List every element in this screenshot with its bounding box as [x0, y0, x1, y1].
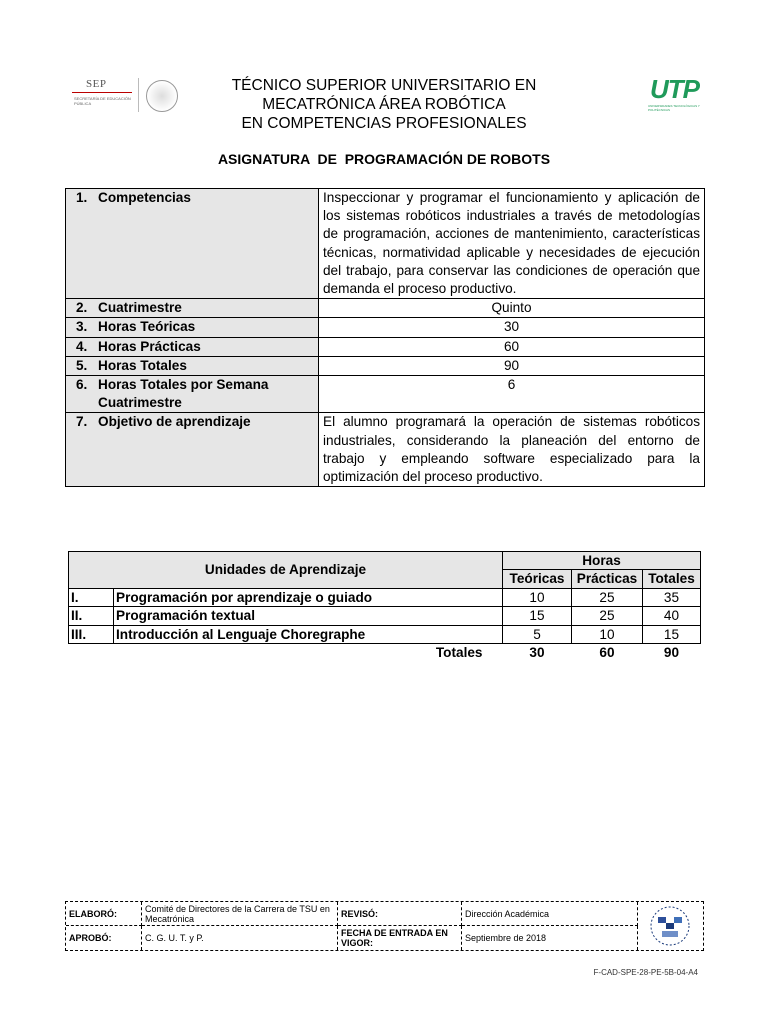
- horas-semana-value: 6: [319, 376, 705, 413]
- row-label: 6. Horas Totales por Semana Cuatrimestre: [66, 376, 319, 413]
- horas-practicas-value: 60: [319, 337, 705, 356]
- totals-label: Totales: [435, 645, 483, 661]
- reviso-label: REVISÓ:: [338, 902, 462, 926]
- row-label: 4. Horas Prácticas: [66, 337, 319, 356]
- unit-name: Programación por aprendizaje o guiado: [114, 588, 503, 606]
- institution-seal-icon: [644, 905, 696, 947]
- totals-totales: 90: [663, 645, 680, 661]
- title-line-3: EN COMPETENCIAS PROFESIONALES: [241, 115, 527, 132]
- aprobo-value: C. G. U. T. y P.: [142, 926, 338, 950]
- unit-roman: III.: [69, 625, 114, 643]
- totals-row: [69, 644, 701, 662]
- col-teoricas: Teóricas: [502, 570, 571, 588]
- unit-roman: II.: [69, 607, 114, 625]
- utp-logo-word: UTP: [650, 74, 699, 104]
- totals-practicas: 60: [599, 645, 615, 661]
- row-label: 2. Cuatrimestre: [66, 299, 319, 318]
- sep-logo-word: SEP: [86, 78, 107, 90]
- horas-teoricas-value: 30: [319, 318, 705, 337]
- subject-title: ASIGNATURA DE PROGRAMACIÓN DE ROBOTS: [217, 151, 551, 167]
- unit-teoricas: 10: [502, 588, 571, 606]
- units-header: Unidades de Aprendizaje: [69, 552, 503, 589]
- objetivo-value: El alumno programará la operación de sistemas robóticos industriales, considerando la planeación del entorno de trabajo y empleando software especializado para la optimización del proceso productivo.: [319, 413, 705, 487]
- fecha-label: FECHA DE ENTRADA EN VIGOR:: [338, 926, 462, 950]
- utp-logo-subtitle: UNIVERSIDADES TECNOLÓGICAS Y POLITÉCNICAS: [648, 104, 700, 112]
- sep-logo-subtitle: SECRETARÍA DE EDUCACIÓN PÚBLICA: [74, 96, 131, 106]
- row-label: 3. Horas Teóricas: [66, 318, 319, 337]
- elaboro-label: ELABORÓ:: [66, 902, 142, 926]
- unit-teoricas: 15: [502, 607, 571, 625]
- row-label: 5. Horas Totales: [66, 356, 319, 375]
- unit-name: Programación textual: [114, 607, 503, 625]
- unit-practicas: 25: [571, 588, 642, 606]
- table-row: [69, 588, 701, 606]
- document-code: F-CAD-SPE-28-PE-5B-04-A4: [593, 968, 698, 977]
- hours-header: Horas: [502, 552, 700, 570]
- table-row: [66, 318, 705, 337]
- col-totales: Totales: [642, 570, 700, 588]
- competencias-value: Inspeccionar y programar el funcionamiento y aplicación de los sistemas robóticos industriales a través de metodologías de programación, acciones de mantenimiento, características técnicas, normatividad aplicable y necesidades de ejecución del trabajo, para conservar las condiciones de operación que demanda el proceso productivo.: [319, 189, 705, 299]
- totals-teoricas: 30: [529, 645, 545, 661]
- table-row: [66, 189, 705, 299]
- table-row: [66, 376, 705, 413]
- table-row: [66, 337, 705, 356]
- unit-roman: I.: [69, 588, 114, 606]
- unit-practicas: 25: [571, 607, 642, 625]
- unit-totales: 40: [642, 607, 700, 625]
- title-line-1: TÉCNICO SUPERIOR UNIVERSITARIO EN: [231, 77, 537, 94]
- cuatrimestre-value: Quinto: [319, 299, 705, 318]
- col-practicas: Prácticas: [571, 570, 642, 588]
- table-row: [69, 625, 701, 643]
- unit-practicas: 10: [571, 625, 642, 643]
- row-label: 1. Competencias: [66, 189, 319, 299]
- unit-totales: 35: [642, 588, 700, 606]
- approval-footer: [65, 901, 704, 951]
- program-title: [0, 76, 768, 133]
- table-row: [66, 413, 705, 487]
- unit-totales: 15: [642, 625, 700, 643]
- reviso-value: Dirección Académica: [462, 902, 638, 926]
- aprobo-label: APROBÓ:: [66, 926, 142, 950]
- horas-totales-value: 90: [319, 356, 705, 375]
- learning-units-table: [68, 551, 701, 661]
- table-row: [69, 607, 701, 625]
- fecha-value: Septiembre de 2018: [462, 926, 638, 950]
- unit-name: Introducción al Lenguaje Choregraphe: [114, 625, 503, 643]
- table-header-row: [69, 552, 701, 570]
- subject-info-table: [65, 188, 705, 487]
- table-row: [66, 299, 705, 318]
- unit-teoricas: 5: [502, 625, 571, 643]
- elaboro-value: Comité de Directores de la Carrera de TSU en Mecatrónica: [142, 902, 338, 926]
- row-label: 7. Objetivo de aprendizaje: [66, 413, 319, 487]
- title-line-2: MECATRÓNICA ÁREA ROBÓTICA: [262, 96, 506, 113]
- table-row: [66, 356, 705, 375]
